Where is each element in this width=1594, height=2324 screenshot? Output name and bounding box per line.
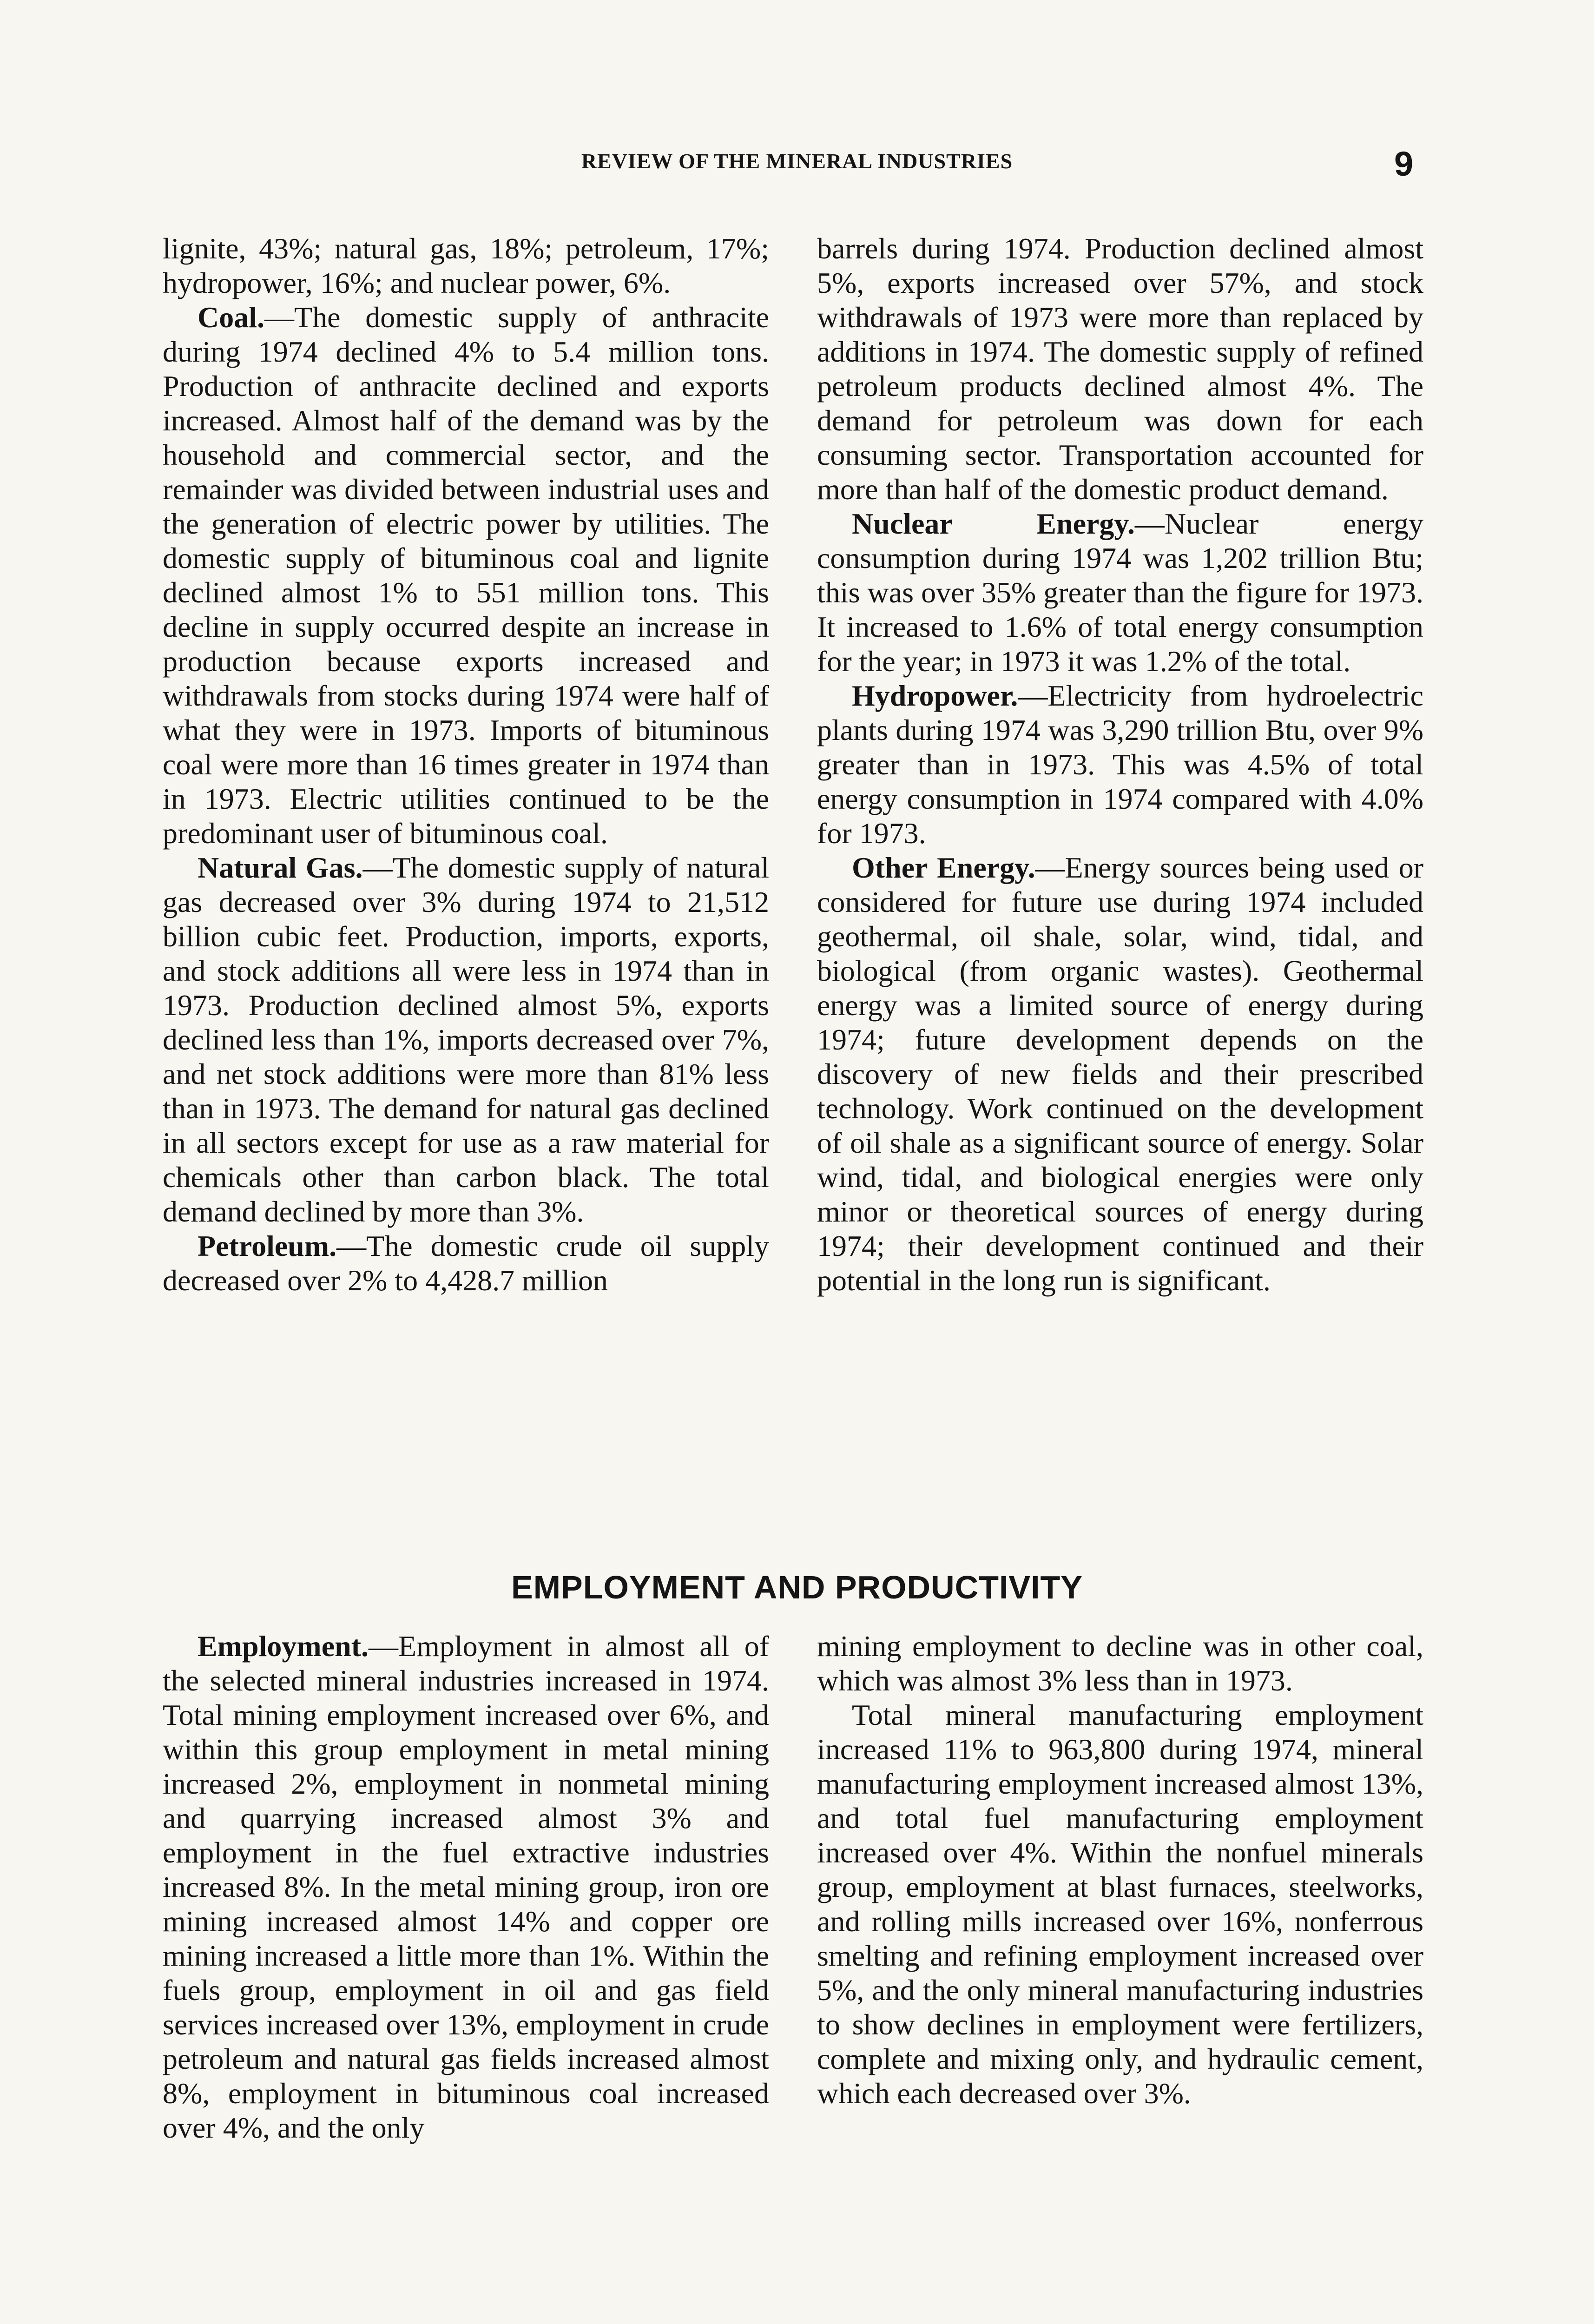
run-in-heading-petroleum: Petroleum. <box>198 1229 337 1262</box>
employment-text: —Employment in almost all of the selected mineral industries increased in 1974. Total mining employment increased over 6%, and within this group employment in metal mining increased 2%, employment in nonmetal mining and quarrying increased almost 3% and employment in the fuel extractive industries increased 8%. In the metal mining group, iron ore mining increased almost 14% and copper ore mining increased a little more than 1%. Within the fuels group, employment in oil and gas field services increased over 13%, employment in crude petroleum and natural gas fields increased almost 8%, employment in bituminous coal increased over 4%, and the only <box>163 1630 769 2144</box>
paragraph-other-energy <box>817 851 1423 1298</box>
paragraph-employment-continued: mining employment to decline was in other coal, which was almost 3% less than in 1973. <box>817 1630 1423 1697</box>
top-right-column <box>817 231 1423 1298</box>
other-energy-text: —Energy sources being used or considered for future use during 1974 included geothermal, oil shale, solar, wind, tidal, and biological (from organic wastes). Geothermal energy was a limited source of energy during 1974; future development depends on the discovery of new fields and their prescribed technology. Work continued on the development of oil shale as a significant source of energy. Solar wind, tidal, and biological energies were only minor or theoretical sources of energy during 1974; their development continued and their potential in the long run is significant. <box>817 851 1424 1297</box>
hydropower-text: —Electricity from hydroelectric plants during 1974 was 3,290 trillion Btu, over 9% greater than in 1973. This was 4.5% of total energy consumption in 1974 compared with 4.0% for 1973. <box>817 679 1423 850</box>
bottom-right-column <box>817 1629 1423 2111</box>
run-in-heading-hydropower: Hydropower. <box>852 679 1018 712</box>
coal-text: —The domestic supply of anthracite during 1974 declined 4% to 5.4 million tons. Production of anthracite declined and exports increased. Almost half of the demand was by the household and commercial sector, and the remainder was divided between industrial uses and the generation of electric power by utilities. The domestic supply of bituminous coal and lignite declined almost 1% to 551 million tons. This decline in supply occurred despite an increase in production because exports increased and withdrawals from stocks during 1974 were half of what they were in 1973. Imports of bituminous coal were more than 16 times greater in 1974 than in 1973. Electric utilities continued to be the predominant user of bituminous coal. <box>163 301 769 850</box>
paragraph-energy-shares: lignite, 43%; natural gas, 18%; petroleum, 17%; hydropower, 16%; and nuclear power, 6%. <box>163 232 769 299</box>
run-in-heading-coal: Coal. <box>198 301 264 334</box>
section-heading: EMPLOYMENT AND PRODUCTIVITY <box>511 1569 1083 1605</box>
page-number: 9 <box>1394 145 1414 183</box>
running-head: REVIEW OF THE MINERAL INDUSTRIES <box>581 149 1013 173</box>
paragraph-natural-gas <box>163 851 769 1229</box>
paragraph-nuclear-energy <box>817 507 1423 679</box>
run-in-heading-other-energy: Other Energy. <box>852 851 1035 884</box>
nuclear-energy-text: —Nuclear energy consumption during 1974 was 1,202 trillion Btu; this was over 35% greater than the figure for 1973. It increased to 1.6% of total energy consumption for the year; in 1973 it was 1.2% of the total. <box>817 507 1423 678</box>
paragraph-manufacturing-employment: Total mineral manufacturing employment increased 11% to 963,800 during 1974, mineral manufacturing employment increased almost 13%, and total fuel manufacturing employment increased over 4%. Within the nonfuel minerals group, employment at blast furnaces, steelworks, and rolling mills increased over 16%, nonferrous smelting and refining employment increased over 5%, and the only mineral manufacturing industries to show declines in employment were fertilizers, complete and mixing only, and hydraulic cement, which each decreased over 3%. <box>817 1698 1423 2110</box>
paragraph-petroleum-continued: barrels during 1974. Production declined almost 5%, exports increased over 57%, and stock withdrawals of 1973 were more than replaced by additions in 1974. The domestic supply of refined petroleum products declined almost 4%. The demand for petroleum was down for each consuming sector. Transportation accounted for more than half of the domestic product demand. <box>817 232 1423 506</box>
run-in-heading-nuclear-energy: Nuclear Energy. <box>852 507 1135 540</box>
bottom-left-column <box>163 1629 769 2145</box>
natural-gas-text: —The domestic supply of natural gas decreased over 3% during 1974 to 21,512 billion cubic feet. Production, imports, exports, and stock additions all were less in 1974 than in 1973. Production declined almost 5%, exports declined less than 1%, imports decreased over 7%, and net stock additions were more than 81% less than in 1973. The demand for natural gas declined in all sectors except for use as a raw material for chemicals other than carbon black. The total demand declined by more than 3%. <box>163 851 770 1228</box>
run-in-heading-natural-gas: Natural Gas. <box>198 851 363 884</box>
paragraph-hydropower <box>817 679 1423 851</box>
paragraph-employment <box>163 1629 769 2145</box>
petroleum-text: —The domestic crude oil supply decreased over 2% to 4,428.7 million <box>163 1229 769 1297</box>
top-left-column <box>163 231 769 1298</box>
paragraph-coal <box>163 300 769 851</box>
run-in-heading-employment: Employment. <box>198 1630 369 1663</box>
paragraph-petroleum <box>163 1229 769 1298</box>
